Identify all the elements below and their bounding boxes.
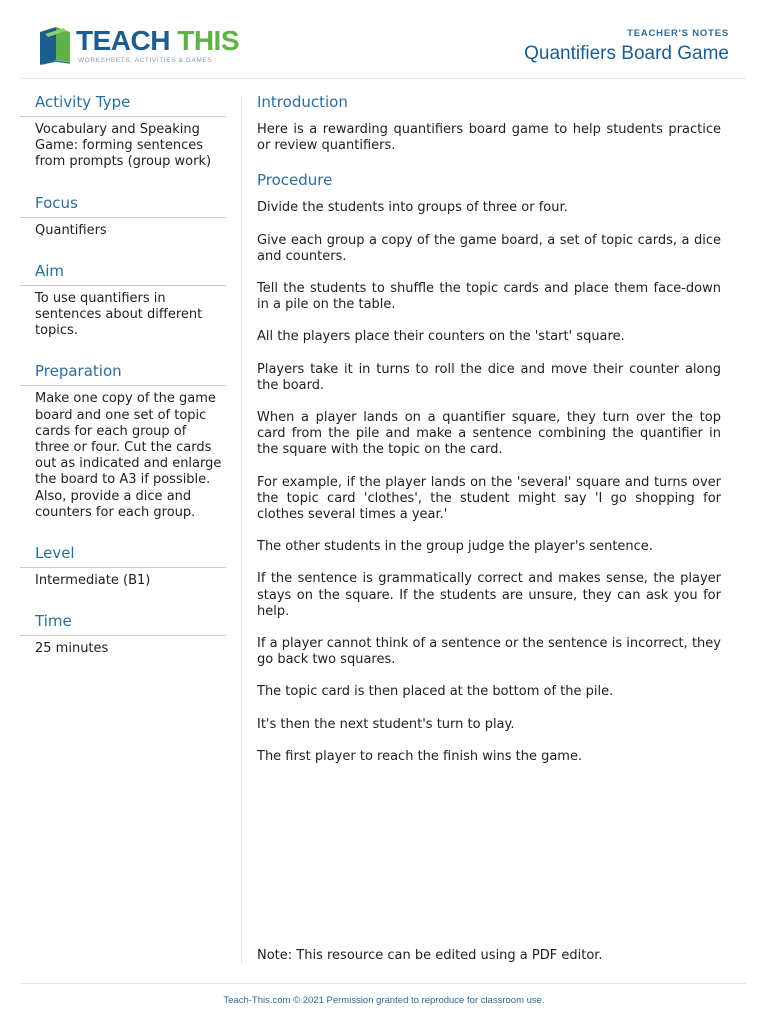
teachers-notes-label: TEACHER'S NOTES	[627, 28, 729, 39]
section-heading: Level	[20, 543, 226, 568]
section-heading: Preparation	[20, 361, 226, 386]
section-body: Make one copy of the game board and one set of topic cards for each group of three or four. Cut the cards out as indicated and enlarge the board to A3 if possible. Also, provide a dice and counters for each group.	[35, 391, 222, 520]
page-header	[20, 0, 746, 79]
main-content	[257, 92, 721, 781]
section-body: Quantifiers	[35, 222, 107, 238]
procedure-step: Tell the students to shuffle the topic cards and place them face-down in a pile on the table.	[257, 281, 721, 313]
logo-wordmark: TEACH THIS	[76, 25, 240, 56]
procedure-step: If the sentence is grammatically correct and makes sense, the player stays on the square. If the students are unsure, they can ask you for help.	[257, 571, 721, 619]
procedure-heading: Procedure	[257, 171, 333, 190]
sidebar-section-preparation	[20, 361, 226, 521]
sidebar-section-activity-type	[20, 92, 226, 171]
teach-this-logo	[36, 22, 240, 70]
procedure-step: Give each group a copy of the game board, a set of topic cards, a dice and counters.	[257, 232, 721, 264]
section-body: 25 minutes	[35, 641, 109, 657]
procedure-step: All the players place their counters on the 'start' square.	[257, 329, 625, 345]
procedure-step: The topic card is then placed at the bottom of the pile.	[257, 684, 614, 700]
logo-tagline: WORKSHEETS, ACTIVITIES & GAMES	[78, 57, 213, 64]
column-divider	[241, 96, 242, 964]
procedure-step: When a player lands on a quantifier square, they turn over the top card from the pile and make a sentence combining the quantifier in the square with the topic on the card.	[257, 410, 721, 458]
section-body: Intermediate (B1)	[35, 573, 151, 589]
procedure-step: If a player cannot think of a sentence or the sentence is incorrect, they go back two squares.	[257, 636, 721, 668]
procedure-step: It's then the next student's turn to play.	[257, 716, 515, 732]
sidebar-section-level	[20, 543, 226, 589]
section-heading: Activity Type	[20, 92, 226, 117]
book-icon	[36, 24, 74, 66]
sidebar	[20, 92, 226, 679]
introduction-heading: Introduction	[257, 93, 348, 111]
procedure-step: Players take it in turns to roll the dice and move their counter along the board.	[257, 361, 721, 393]
introduction-text: Here is a rewarding quantifiers board game to help students practice or review quantifiers.	[257, 122, 721, 154]
section-body: Vocabulary and Speaking Game: forming sentences from prompts (group work)	[35, 122, 212, 170]
procedure-step: The other students in the group judge the player's sentence.	[257, 539, 653, 555]
procedure-step: For example, if the player lands on the 'several' square and turns over the topic card 'clothes', the student might say 'I go shopping for clothes several times a year.'	[257, 474, 721, 523]
procedure-step: The first player to reach the finish wins the game.	[257, 748, 583, 764]
section-heading: Aim	[20, 261, 226, 286]
footer-divider	[20, 983, 746, 984]
sidebar-section-aim	[20, 261, 226, 340]
footer-copyright: Teach-This.com © 2021 Permission granted to reproduce for classroom use.	[223, 995, 545, 1006]
sidebar-section-focus	[20, 193, 226, 239]
sidebar-section-time	[20, 611, 226, 657]
pdf-editor-note: Note: This resource can be edited using a PDF editor.	[257, 948, 603, 963]
section-body: To use quantifiers in sentences about different topics.	[35, 290, 203, 339]
procedure-step: Divide the students into groups of three or four.	[257, 200, 568, 216]
page-title: Quantifiers Board Game	[524, 43, 729, 64]
section-heading: Time	[20, 611, 226, 636]
section-heading: Focus	[20, 193, 226, 218]
